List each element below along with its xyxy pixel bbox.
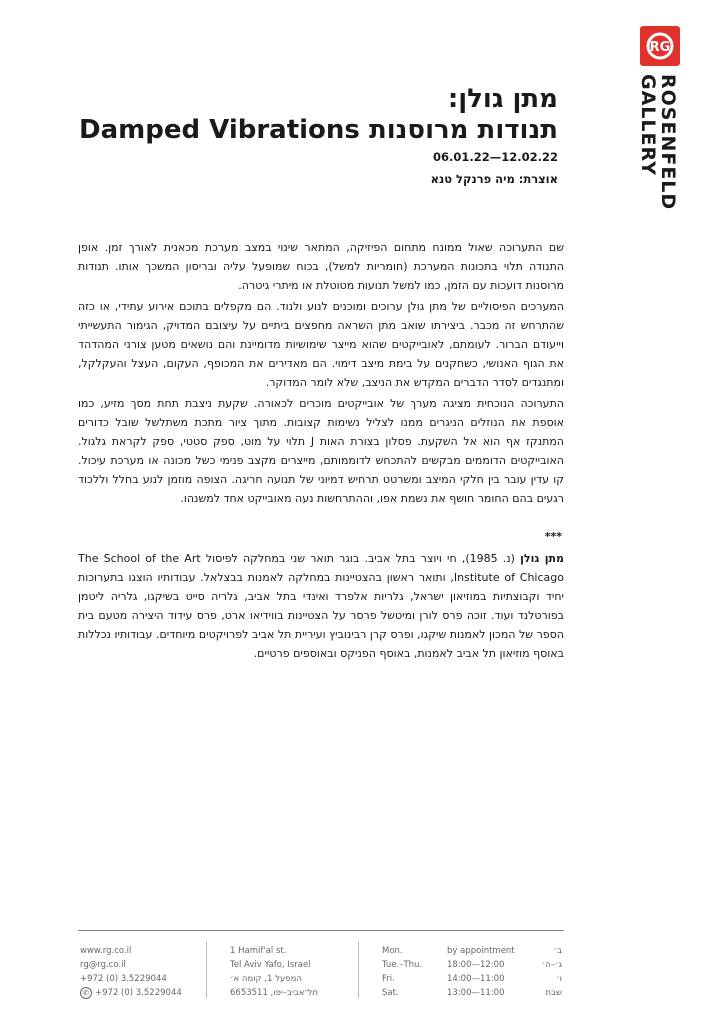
whatsapp-number: ✆ +972 (0) 3.5229044: [80, 986, 182, 1000]
hours-row: Fri. 14:00—11:00 ו׳: [382, 974, 562, 984]
hours-row: Mon. by appointment ב׳: [382, 946, 562, 956]
logo-word-gallery: GALLERY: [637, 74, 659, 176]
email-link[interactable]: rg@rg.co.il: [80, 960, 126, 970]
footer-divider-1: [206, 942, 207, 998]
hours-row: Tue.–Thu. 18:00—12:00 ג׳–ה׳: [382, 960, 562, 970]
hours-row: Sat. 13:00—11:00 שבת: [382, 988, 562, 998]
exhibition-text: [78, 238, 564, 510]
gallery-logo: [637, 26, 684, 211]
svg-text:RG: RG: [649, 40, 671, 55]
address-line-hebrew: המפעל 1, קומה א׳: [230, 974, 302, 984]
exhibition-name-english: Damped Vibrations: [79, 115, 360, 145]
artist-bio: [78, 549, 564, 665]
website-link[interactable]: www.rg.co.il: [80, 946, 132, 956]
bio-artist-name: מתן גולן: [520, 552, 565, 565]
section-separator: ***: [544, 530, 562, 543]
exhibition-dates: 06.01.22—12.02.22: [433, 150, 558, 164]
curator-line: אוצרת: מיה פרנקל טנא: [430, 172, 558, 186]
paragraph: התערוכה הנוכחית מציגה מערך של אובייקטים מוכרים לכאורה. שקעת ניצבת תחת מסך מזיע, כמו אוספת את הנוזלים הניגרים ממנו לצליל נשימות קצובות. מתוך ציור מתכת משתלשל שובל כדורים המתנקז אף הוא אל השקעת. פסלון בצורת האות J תלוי על מוט, ספק סטטי, ספק לקראת גלגול. האובייקטים הדוממים מבקשים להתכחש לדוממותם, מייצרים מקצב פנימי כשל מכונה או מערכת עיכול. קו עדין עובר בין חלקי המיצב ומשרטט תרחיש דמיוני של תנועה חריגה. הצופה מוזמן לנוע בחלל וללכוד רגעים בהם החומר חושף את נשמת אפו, וההתרחשות נעה מאובייקט אחד למשנהו.: [78, 397, 564, 505]
footer-divider: [78, 930, 564, 931]
footer-divider-2: [358, 942, 359, 998]
exhibition-name-hebrew: תנודות מרוסנות: [368, 115, 558, 145]
logo-word-rosenfeld: ROSENFELD: [657, 74, 679, 211]
bio-text: (נ. 1985), חי ויוצר בתל אביב. בוגר תואר שני במחלקה לפיסול The School of the Art Institute of Chicago, ותואר ראשון בהצטיינות במחלקה לאמנות בבצלאל. עבודותיו הוצגו בתערוכות יחיד וקבוצתיות במוזיאון ישראל, גלריות אלפרד ואינדי בתל אביב, גלריה סייט בשיקגו, גלריה ליטמן בפורטלנד ועוד. זוכה פרס לורן ומיטשל פרסר על הצטיינות בווידיאו ארט, פרס עידוד היצירה מטעם בית הספר של המכון לאמנות שיקגו, ופרס קרן רבינוביץ ועיריית תל אביב לפרויקטים מיוחדים. עבודותיו נכללות באוסף מוזיאון תל אביב לאמנות, באוסף הפניקס ובאוספים פרטיים.: [78, 552, 564, 660]
exhibition-name: [79, 114, 558, 146]
address-line: Tel Aviv Yafo, Israel: [230, 960, 311, 970]
artist-title: מתן גולן:: [447, 84, 558, 114]
footer-address: [230, 944, 318, 1000]
footer-hours: [382, 944, 562, 1000]
whatsapp-icon: ✆: [80, 987, 92, 999]
rg-monogram-icon: [640, 26, 680, 66]
exhibition-title: [79, 84, 558, 146]
address-line: 1 Hamif'al st.: [230, 946, 287, 956]
phone-number: +972 (0) 3.5229044: [80, 974, 167, 984]
footer-contact: [80, 944, 182, 1000]
paragraph: המערכים הפיסוליים של מתן גולן ערוכים ומוכנים לנוע ולנוד. הם מקפלים בתוכם אירוע עתידי, או כזה שהתרחש זה מכבר. ביצירתו שואב מתן השראה מחפצים ביתיים על עיצובם המדויק, הגימור התעשייתי וייעודם הברור. לעומתם, לאובייקטים שהוא מייצר שימושיות מדומיינת והם נושאים מטען צורני המהדהד את הגוף האנושי, כשחקנים על בימת מיצב דימוי. הם מאדירים את המכופף, העקום, העצל והעקלקל, ומתנגדים לסדר הדברים המקדש את הניצב, שלא לומר המדוקר.: [78, 300, 564, 389]
paragraph: שם התערוכה שאול ממונח מתחום הפיזיקה, המתאר שינוי במצב מערכת מכאנית לאורך זמן. אופן התנודה תלוי בתכונות המערכת (חומריות למשל), בכוח שמופעל עליה ובריסון המשכך אותו. תנודות מרוסנות דועכות עם הזמן, כמו למשל תנועות מטוטלת או מיתרי גיטרה.: [78, 241, 564, 292]
address-line-hebrew: תל־אביב–יפו, 6653511: [230, 988, 318, 998]
